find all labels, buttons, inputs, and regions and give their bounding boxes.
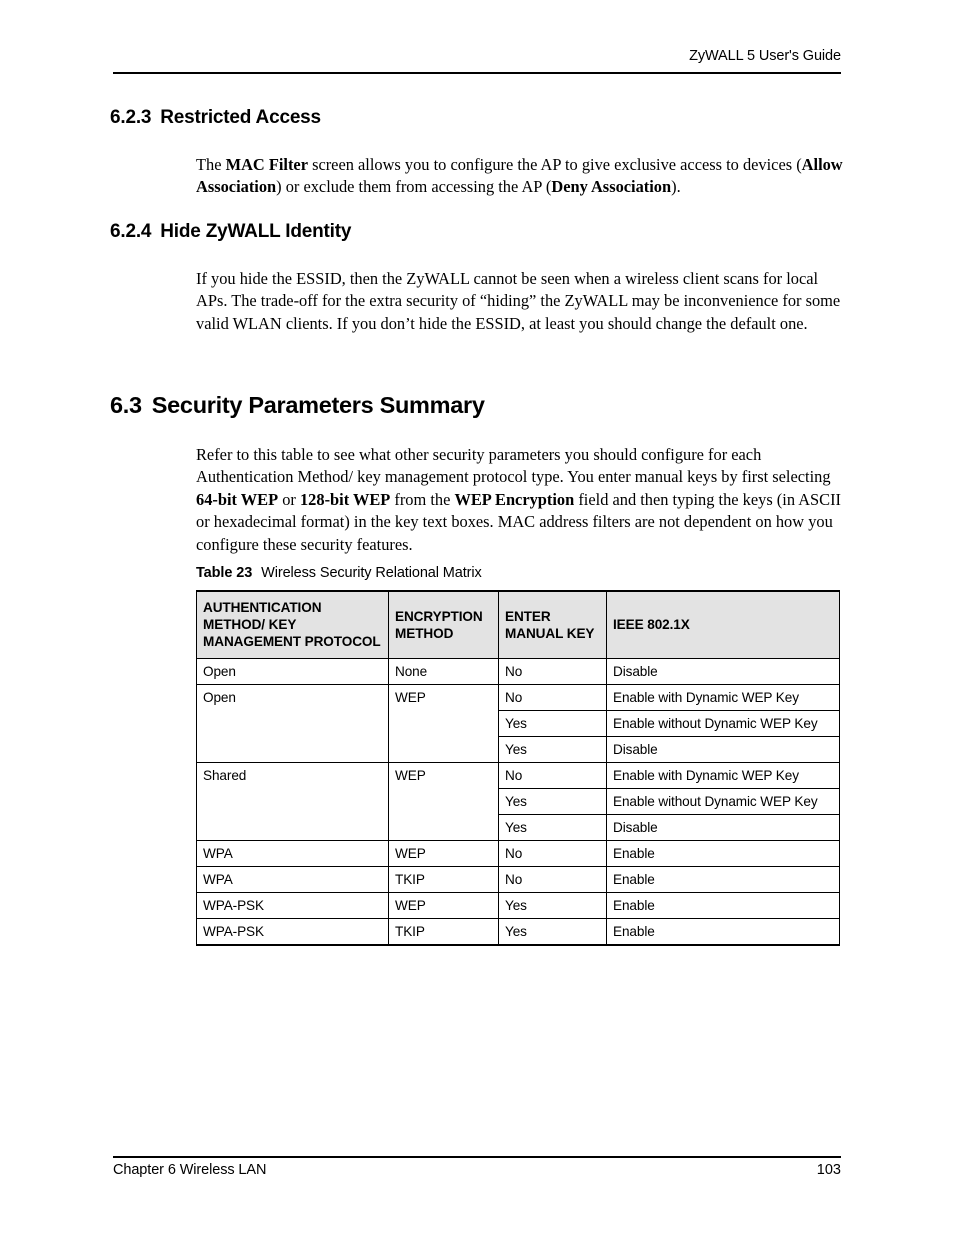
emphasis-text: 64-bit WEP [196, 489, 279, 509]
paragraph-6-3 [196, 444, 848, 556]
header-divider [113, 72, 841, 74]
cell-ieee8021x: Enable [607, 867, 840, 893]
emphasis-text: Allow Association [196, 155, 843, 197]
paragraph-6-2-3 [196, 154, 848, 199]
cell-enter-manual-key: No [499, 763, 607, 789]
column-header-line: AUTHENTICATION [203, 600, 322, 615]
cell-encryption-method: WEP [389, 893, 499, 919]
column-header-line: METHOD/ KEY [203, 617, 297, 632]
table-row [197, 867, 840, 893]
cell-enter-manual-key: Yes [499, 893, 607, 919]
table-row [197, 659, 840, 685]
column-header-line: ENTER [505, 608, 551, 624]
cell-authentication-method: WPA-PSK [197, 893, 389, 919]
body-text: or [278, 489, 300, 509]
cell-encryption-method: WEP [389, 763, 499, 841]
cell-encryption-method: WEP [389, 841, 499, 867]
cell-encryption-method: None [389, 659, 499, 685]
cell-enter-manual-key: Yes [499, 711, 607, 737]
cell-ieee8021x: Enable with Dynamic WEP Key [607, 763, 840, 789]
cell-ieee8021x: Enable without Dynamic WEP Key [607, 711, 840, 737]
heading-6-3 [110, 392, 485, 419]
column-header-ieee8021x [607, 591, 840, 659]
cell-ieee8021x: Enable with Dynamic WEP Key [607, 685, 840, 711]
cell-enter-manual-key: No [499, 659, 607, 685]
cell-encryption-method: TKIP [389, 867, 499, 893]
body-text: screen allows you to configure the AP to give exclusive access to devices ( [307, 155, 802, 174]
heading-6-3-number: 6.3 [110, 392, 142, 418]
body-text: ) or exclude them from accessing the AP ( [276, 177, 552, 197]
body-text: field and then typing the keys (in ASCII or hexadecimal format) in the key text boxes. MAC address filters are not dependent on how you configure these security features. [196, 489, 842, 554]
table-row [197, 841, 840, 867]
running-header: ZyWALL 5 User's Guide [689, 48, 841, 64]
body-text: If you hide the ESSID, then the ZyWALL cannot be seen when a wireless client scans for local APs. The trade-off for the extra security of “hiding” the ZyWALL may be inconvenience for some valid WLAN clients. If you don’t hide the ESSID, at least you should change the default one. [196, 269, 841, 333]
cell-enter-manual-key: No [499, 685, 607, 711]
table-row [197, 685, 840, 711]
column-header-line: METHOD [395, 625, 454, 641]
column-header-line: ENCRYPTION [395, 608, 483, 624]
cell-ieee8021x: Enable [607, 893, 840, 919]
matrix-table-body [197, 659, 840, 946]
heading-6-2-3 [110, 107, 321, 129]
table-row [197, 893, 840, 919]
cell-enter-manual-key: Yes [499, 737, 607, 763]
table-caption-label: Table 23 [196, 565, 253, 581]
column-header-authentication [197, 591, 389, 659]
matrix-table-head [197, 591, 840, 659]
body-text: ). [671, 177, 681, 197]
body-text: from the [390, 489, 455, 509]
paragraph-6-2-4 [196, 268, 848, 335]
cell-authentication-method: WPA [197, 841, 389, 867]
cell-enter-manual-key: Yes [499, 815, 607, 841]
footer-page-number: 103 [816, 1162, 841, 1178]
cell-authentication-method: Shared [197, 763, 389, 841]
cell-encryption-method: WEP [389, 685, 499, 763]
table-row [197, 763, 840, 789]
cell-ieee8021x: Enable without Dynamic WEP Key [607, 789, 840, 815]
body-text: Refer to this table to see what other security parameters you should configure for each Authentication Method/ key management protocol type. You enter manual keys by first selecting [196, 445, 831, 487]
table-header-row [197, 591, 840, 659]
cell-enter-manual-key: No [499, 841, 607, 867]
body-text: The [196, 155, 226, 174]
footer-divider [113, 1156, 841, 1158]
column-header-line: MANAGEMENT PROTOCOL [203, 634, 381, 649]
wireless-security-matrix [196, 590, 839, 946]
emphasis-text: 128-bit WEP [299, 489, 391, 509]
heading-6-2-4 [110, 221, 351, 243]
column-header-line: MANUAL KEY [505, 625, 595, 641]
footer-chapter: Chapter 6 Wireless LAN [113, 1162, 267, 1178]
column-header-manual-key [499, 591, 607, 659]
cell-encryption-method: TKIP [389, 919, 499, 946]
cell-enter-manual-key: Yes [499, 789, 607, 815]
heading-6-2-4-title: Hide ZyWALL Identity [160, 221, 352, 242]
cell-ieee8021x: Enable [607, 841, 840, 867]
column-header-encryption [389, 591, 499, 659]
table-row [197, 919, 840, 946]
table-caption-title: Wireless Security Relational Matrix [261, 565, 482, 581]
matrix-table [196, 590, 840, 946]
cell-authentication-method: Open [197, 659, 389, 685]
cell-enter-manual-key: No [499, 867, 607, 893]
heading-6-2-3-title: Restricted Access [160, 107, 321, 128]
cell-authentication-method: WPA-PSK [197, 919, 389, 946]
emphasis-text: WEP Encryption [454, 489, 575, 509]
cell-ieee8021x: Disable [607, 659, 840, 685]
heading-6-2-4-number: 6.2.4 [110, 221, 152, 242]
cell-ieee8021x: Disable [607, 737, 840, 763]
table-caption [196, 565, 482, 581]
heading-6-3-title: Security Parameters Summary [151, 392, 485, 418]
cell-authentication-method: Open [197, 685, 389, 763]
column-header-line: IEEE 802.1X [613, 617, 690, 632]
emphasis-text: Deny Association [551, 177, 672, 197]
cell-enter-manual-key: Yes [499, 919, 607, 946]
cell-authentication-method: WPA [197, 867, 389, 893]
emphasis-text: MAC Filter [225, 155, 308, 174]
cell-ieee8021x: Disable [607, 815, 840, 841]
heading-6-2-3-number: 6.2.3 [110, 107, 152, 128]
cell-ieee8021x: Enable [607, 919, 840, 946]
